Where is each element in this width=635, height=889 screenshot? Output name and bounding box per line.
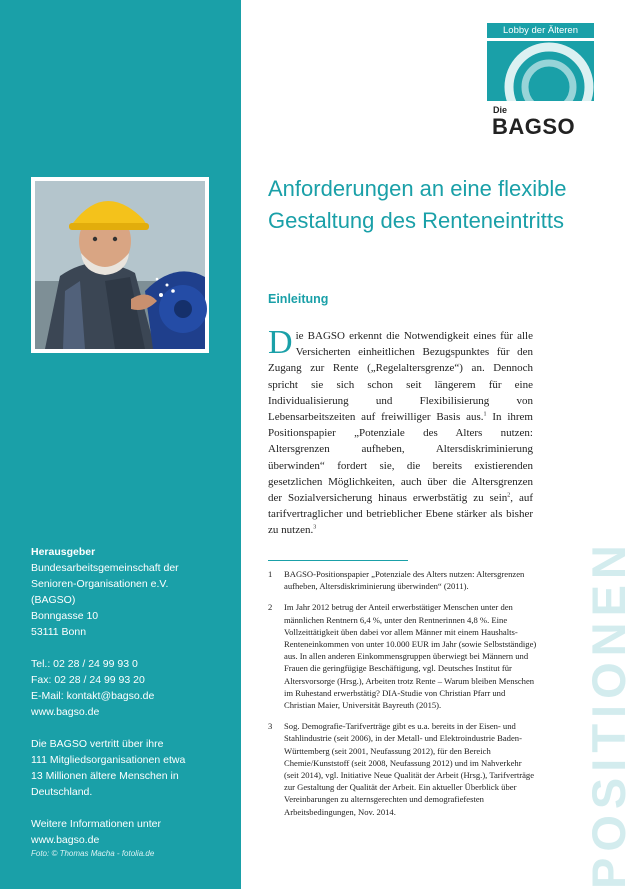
footnote-ref[interactable]: 2 [507, 492, 511, 499]
publisher-fax: Fax: 02 28 / 24 99 93 20 [31, 674, 145, 686]
drop-cap: D [268, 324, 293, 361]
logo-die-text: Die [493, 105, 508, 115]
photo-credit: Foto: © Thomas Macha - fotolia.de [31, 849, 155, 858]
about-line: Deutschland. [31, 786, 93, 798]
more-info-link[interactable]: www.bagso.de [31, 834, 100, 846]
footnote-number: 2 [268, 602, 273, 613]
publisher-phone: Tel.: 02 28 / 24 99 93 0 [31, 658, 138, 670]
worker-photo [31, 177, 209, 353]
footnote-text: Sog. Demografie-Tarifverträge gibt es u.a. bereits in der Eisen- und Stahlindustrie (seit 2006), in der Metall- und Elektroindustrie Baden-Württemberg (seit 2001, Neufassung 2012), für den Bereich Chemie/Kunststoff (seit 2008, Neufassung 2012) und im Nahverkehr (seit 2014), vgl. Initiative Neue Qualität der Arbeit (Hrsg.), Tarifverträge zur Gestaltung der Qualität der Arbeit. Ein aktueller Überblick über Vereinbarungen zu alternsgerechten und demografiefesten Arbeitsbedingungen, Nov. 2014. [284, 721, 535, 817]
footnote-divider [268, 560, 408, 561]
footnotes [268, 568, 538, 827]
section-heading: Einleitung [268, 292, 329, 306]
about-line: 13 Millionen ältere Menschen in [31, 770, 179, 782]
publisher-heading: Herausgeber [31, 546, 96, 558]
footnote-number: 3 [268, 721, 273, 732]
page-title: Anforderungen an eine flexible Gestaltung des Renteneintritts [268, 176, 567, 233]
publisher-info [31, 544, 236, 848]
intro-text-part: In ihrem Positionspapier „Potenziale des Alters nutzen: Altersgrenzen aufheben, Altersdiskriminierung überwinden“ fordert sie, die bereits existierenden gesetzlichen Möglichkeiten, auch über die Altersgrenzen der Sozialversicherung hinaus erwerbstätig zu sein [268, 411, 533, 505]
publisher-website[interactable]: www.bagso.de [31, 706, 100, 718]
intro-paragraph [268, 324, 534, 539]
positionen-watermark [582, 325, 635, 889]
worker-photo-illustration [35, 181, 205, 349]
footnote [268, 601, 538, 711]
publisher-org-line: Bundesarbeitsgemeinschaft der [31, 562, 179, 574]
logo-square [487, 41, 594, 141]
bagso-logo[interactable] [487, 23, 594, 141]
publisher-email[interactable]: E-Mail: kontakt@bagso.de [31, 690, 155, 702]
intro-text-part: , auf tarifvertraglicher und betrieblicher Ebene stärker als bisher zu nutzen. [268, 492, 534, 537]
publisher-street: Bonngasse 10 [31, 610, 99, 622]
publisher-org-line: (BAGSO) [31, 594, 76, 606]
footnote-ref[interactable]: 3 [313, 524, 317, 531]
intro-text-part: ie BAGSO erkennt die Notwendigkeit eines für alle Versicherten einheitlichen Bezugspunktes für den Zugang zur Rente („Regelaltersgrenze“) an. Dennoch spricht sie sich schon seit längerem für eine Individualisierung und Flexibilisierung von Lebensarbeitszeiten auf freiwilliger Basis aus. [268, 330, 533, 424]
positionen-text: POSITIONEN [582, 539, 635, 889]
footnote-text: Im Jahr 2012 betrug der Anteil erwerbstätiger Menschen unter den männlichen Rentnern 6,4 %, unter den Rentnerinnen 4,8 %. Eine Vollzeittätigkeit üben dabei vor allem Männer mit einem Haushalts-Renteneinkommen von unter 10.000 EUR im Jahr (sowie Selbstständige) aus. In allen anderen Einkommensgruppen überwiegt bei Männern und Frauen die geringfügige Beschäftigung, vgl. Deutsches Institut für Altersvorsorge (Hrsg.), Arbeiten trotz Rente – Warum bleiben Menschen im Ruhestand erwerbstätig? DIA-Studie von Christian Pfarr und Christian Maier, Universität Bayreuth (2015). [284, 602, 537, 711]
footnote [268, 568, 538, 592]
footnote-ref[interactable]: 1 [483, 411, 487, 418]
publisher-city: 53111 Bonn [31, 626, 87, 638]
about-line: Die BAGSO vertritt über ihre [31, 738, 164, 750]
logo-tagline: Lobby der Älteren [487, 23, 594, 38]
publisher-org-line: Senioren-Organisationen e.V. [31, 578, 169, 590]
worker-photo-svg [35, 181, 205, 349]
footnote-number: 1 [268, 569, 273, 579]
about-line: 111 Mitgliedsorganisationen etwa [31, 754, 186, 766]
footnote-text: BAGSO-Positionspapier „Potenziale des Alters nutzen: Altersgrenzen aufheben, Altersdiskriminierung überwinden“ (2011). [284, 569, 525, 592]
more-info-line: Weitere Informationen unter [31, 818, 161, 830]
sidebar [0, 0, 241, 889]
footnote [268, 720, 538, 818]
logo-wordmark: BAGSO [492, 114, 576, 139]
